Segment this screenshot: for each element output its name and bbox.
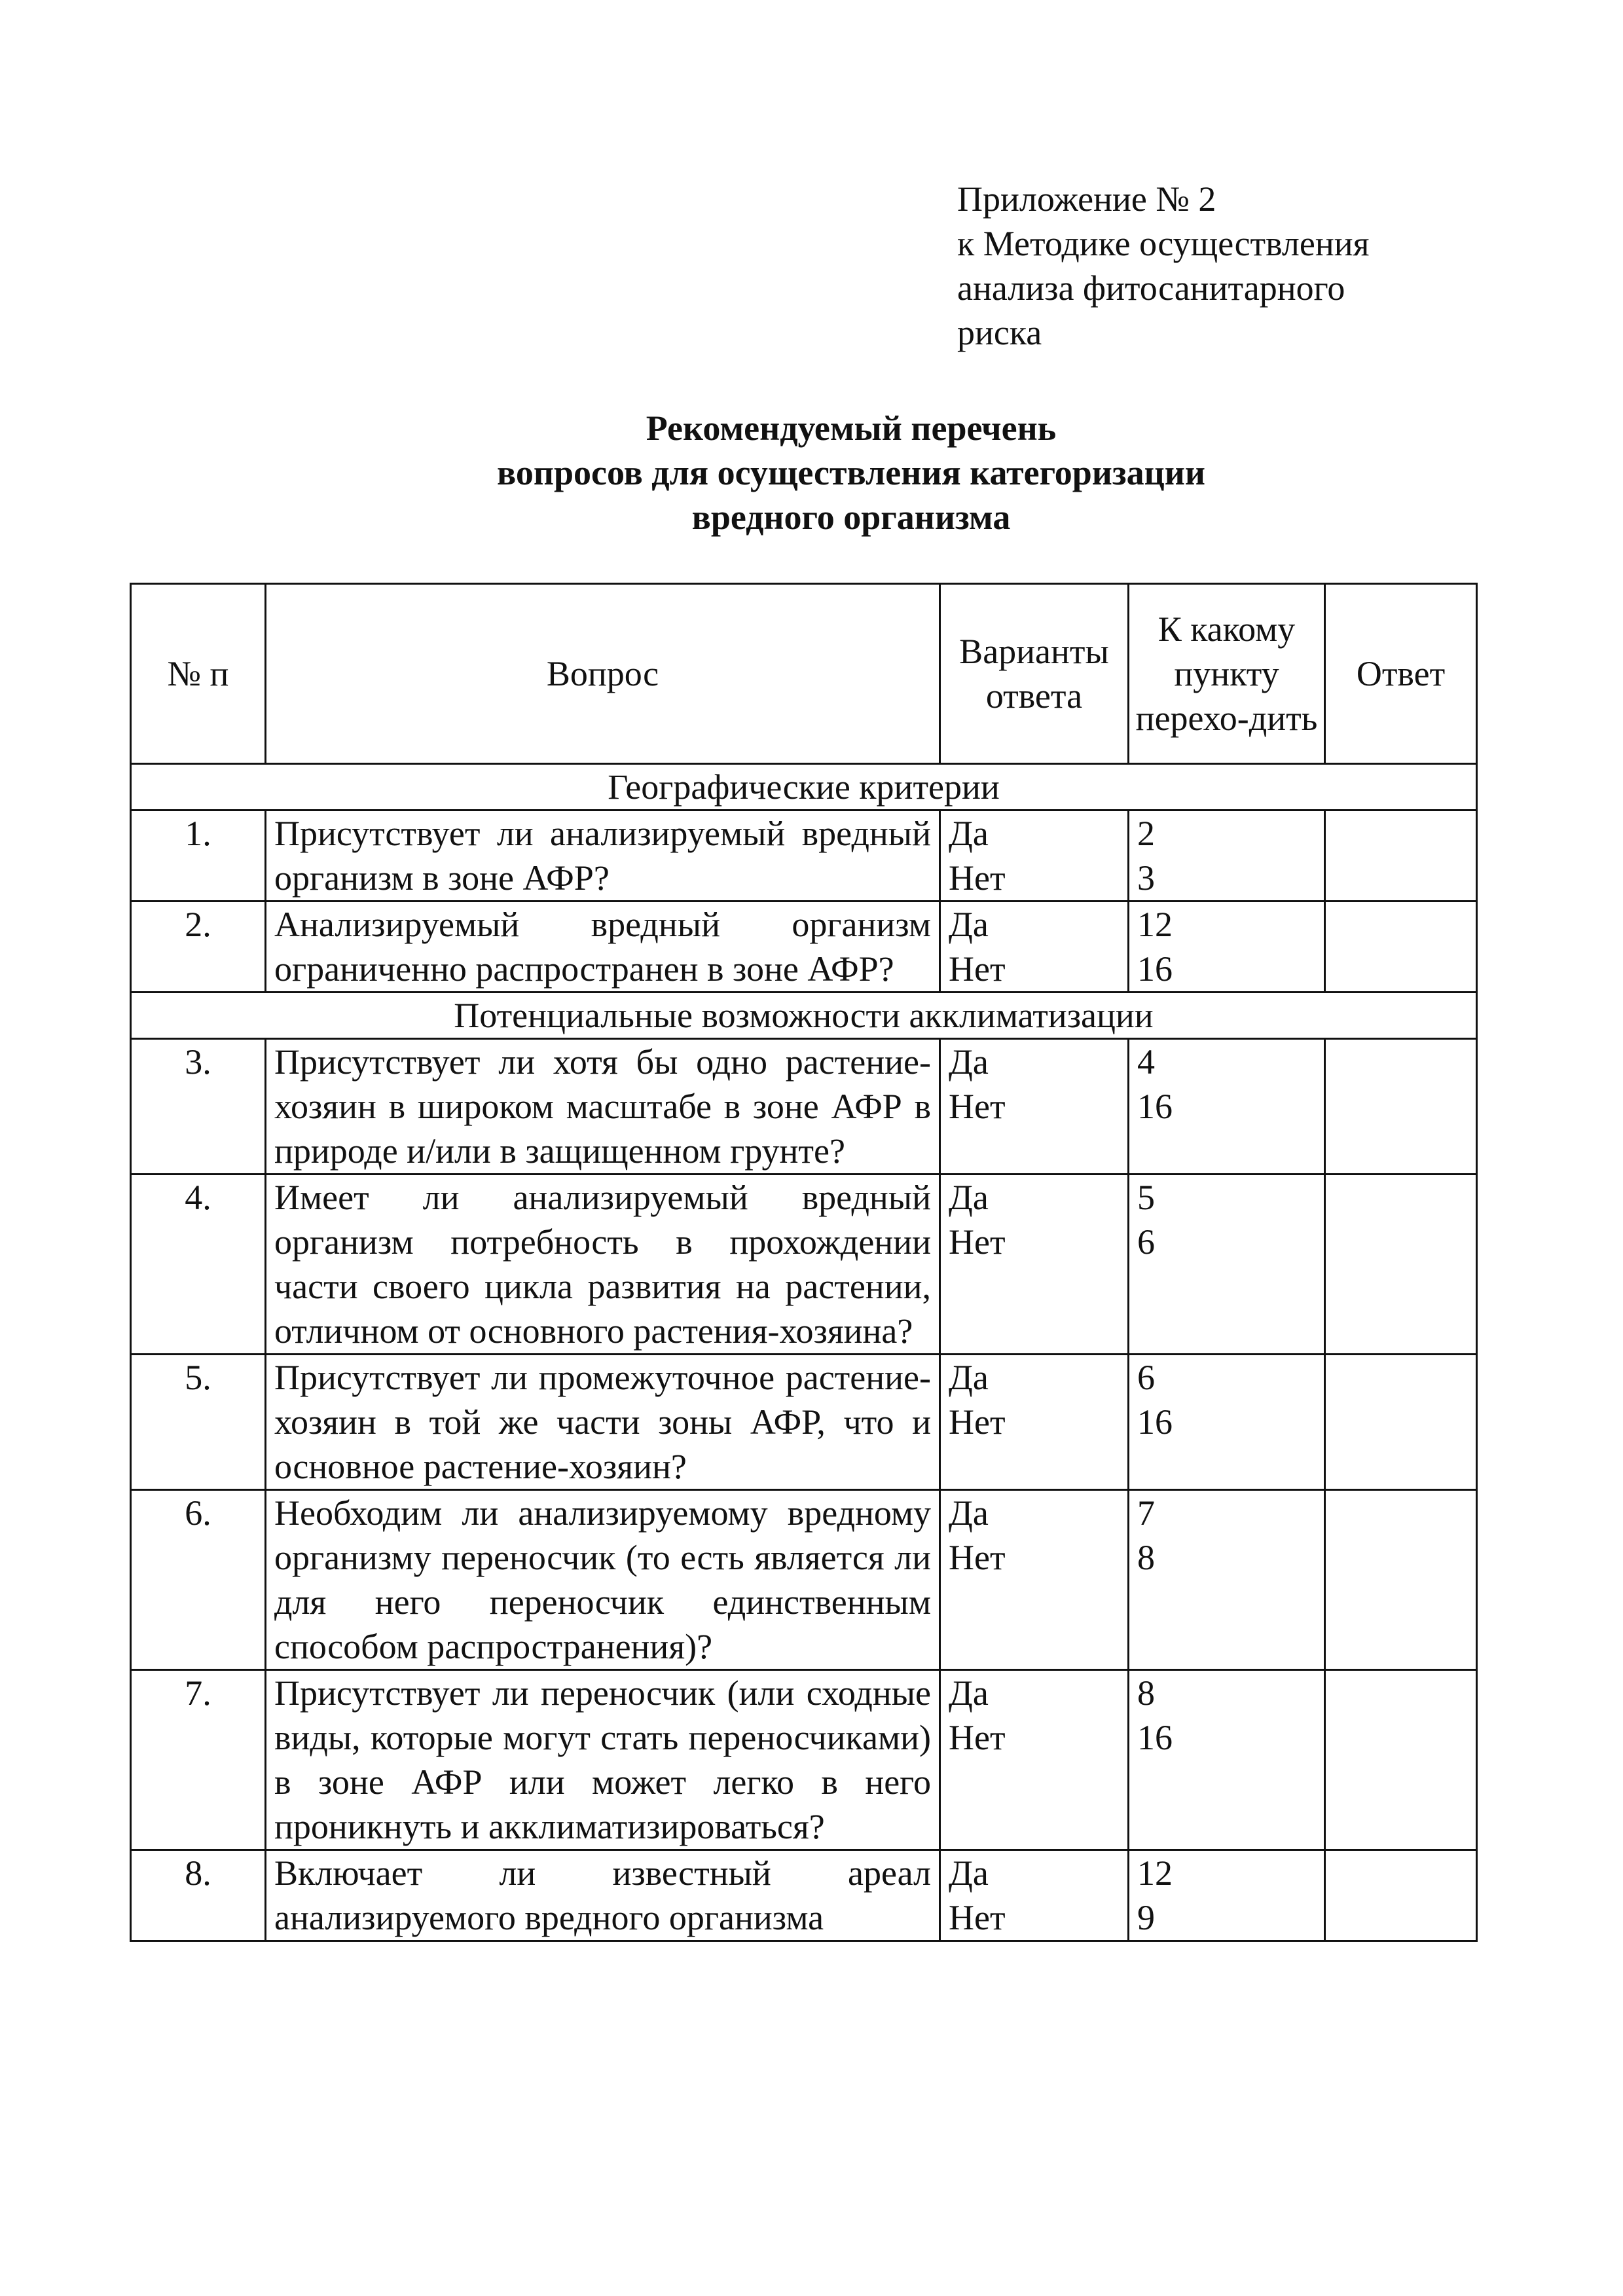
option-value: Нет bbox=[949, 1087, 1006, 1126]
appendix-reference bbox=[957, 177, 1369, 355]
title-line: вредного организма bbox=[691, 498, 1011, 537]
row-goto bbox=[1129, 811, 1325, 902]
option-value: Да bbox=[949, 814, 989, 853]
header-answer: Ответ bbox=[1325, 584, 1477, 764]
row-answer[interactable] bbox=[1325, 811, 1477, 902]
title-line: вопросов для осуществления категоризации bbox=[497, 453, 1205, 492]
row-goto bbox=[1129, 1490, 1325, 1670]
questions-table bbox=[130, 583, 1478, 1942]
row-options bbox=[940, 1670, 1129, 1850]
goto-value: 12 bbox=[1137, 1853, 1173, 1893]
row-goto bbox=[1129, 1670, 1325, 1850]
header-goto: К какому пункту перехо-дить bbox=[1129, 584, 1325, 764]
row-number: 2. bbox=[131, 902, 266, 993]
row-options bbox=[940, 1850, 1129, 1941]
row-number: 3. bbox=[131, 1039, 266, 1175]
header-row bbox=[131, 584, 1477, 764]
row-question: Включает ли известный ареал анализируемого вредного организма bbox=[266, 1850, 940, 1941]
goto-value: 16 bbox=[1137, 1402, 1173, 1442]
row-answer[interactable] bbox=[1325, 1355, 1477, 1490]
header-num: № п bbox=[131, 584, 266, 764]
option-value: Нет bbox=[949, 1898, 1006, 1937]
goto-value: 2 bbox=[1137, 814, 1155, 853]
header-options: Варианты ответа bbox=[940, 584, 1129, 764]
row-question: Присутствует ли хотя бы одно растение-хозяин в широком масштабе в зоне АФР в природе и/или в защищенном грунте? bbox=[266, 1039, 940, 1175]
goto-value: 8 bbox=[1137, 1673, 1155, 1713]
goto-value: 6 bbox=[1137, 1222, 1155, 1262]
goto-value: 16 bbox=[1137, 1087, 1173, 1126]
section-row bbox=[131, 764, 1477, 811]
header-question: Вопрос bbox=[266, 584, 940, 764]
row-options bbox=[940, 1175, 1129, 1355]
option-value: Да bbox=[949, 1853, 989, 1893]
goto-value: 16 bbox=[1137, 1718, 1173, 1757]
row-options bbox=[940, 902, 1129, 993]
table-row bbox=[131, 1670, 1477, 1850]
row-number: 4. bbox=[131, 1175, 266, 1355]
table-row bbox=[131, 1039, 1477, 1175]
row-number: 7. bbox=[131, 1670, 266, 1850]
row-options bbox=[940, 1490, 1129, 1670]
goto-value: 4 bbox=[1137, 1042, 1155, 1082]
row-number: 8. bbox=[131, 1850, 266, 1941]
option-value: Нет bbox=[949, 858, 1006, 898]
row-question: Необходим ли анализируемому вредному организму переносчик (то есть является ли для него переносчик единственным способом распространения)? bbox=[266, 1490, 940, 1670]
row-question: Присутствует ли анализируемый вредный организм в зоне АФР? bbox=[266, 811, 940, 902]
table-body bbox=[131, 764, 1477, 1941]
row-goto bbox=[1129, 1355, 1325, 1490]
row-question: Имеет ли анализируемый вредный организм потребность в прохождении части своего цикла развития на растении, отличном от основного растения-хозяина? bbox=[266, 1175, 940, 1355]
goto-value: 6 bbox=[1137, 1358, 1155, 1397]
table-row bbox=[131, 1490, 1477, 1670]
table-row bbox=[131, 1175, 1477, 1355]
option-value: Нет bbox=[949, 1402, 1006, 1442]
table-row bbox=[131, 1850, 1477, 1941]
option-value: Нет bbox=[949, 949, 1006, 989]
appendix-line: риска bbox=[957, 313, 1042, 352]
section-title: Потенциальные возможности акклиматизации bbox=[131, 993, 1477, 1039]
section-row bbox=[131, 993, 1477, 1039]
row-answer[interactable] bbox=[1325, 902, 1477, 993]
row-answer[interactable] bbox=[1325, 1850, 1477, 1941]
row-answer[interactable] bbox=[1325, 1670, 1477, 1850]
table-row bbox=[131, 811, 1477, 902]
row-answer[interactable] bbox=[1325, 1175, 1477, 1355]
option-value: Да bbox=[949, 1178, 989, 1217]
option-value: Нет bbox=[949, 1222, 1006, 1262]
row-question: Анализируемый вредный организм ограниченно распространен в зоне АФР? bbox=[266, 902, 940, 993]
option-value: Да bbox=[949, 1042, 989, 1082]
row-number: 6. bbox=[131, 1490, 266, 1670]
document-title bbox=[0, 406, 1623, 539]
goto-value: 12 bbox=[1137, 905, 1173, 944]
row-goto bbox=[1129, 1175, 1325, 1355]
goto-value: 3 bbox=[1137, 858, 1155, 898]
goto-value: 7 bbox=[1137, 1493, 1155, 1533]
goto-value: 16 bbox=[1137, 949, 1173, 989]
title-line: Рекомендуемый перечень bbox=[646, 409, 1057, 448]
row-question: Присутствует ли переносчик (или сходные виды, которые могут стать переносчиками) в зоне АФР или может легко в него проникнуть и акклиматизироваться? bbox=[266, 1670, 940, 1850]
row-answer[interactable] bbox=[1325, 1039, 1477, 1175]
option-value: Нет bbox=[949, 1538, 1006, 1577]
row-number: 1. bbox=[131, 811, 266, 902]
option-value: Нет bbox=[949, 1718, 1006, 1757]
goto-value: 8 bbox=[1137, 1538, 1155, 1577]
section-title: Географические критерии bbox=[131, 764, 1477, 811]
appendix-line: к Методике осуществления bbox=[957, 224, 1370, 263]
appendix-line: анализа фитосанитарного bbox=[957, 268, 1345, 308]
appendix-line: Приложение № 2 bbox=[957, 179, 1216, 219]
row-goto bbox=[1129, 902, 1325, 993]
row-options bbox=[940, 1355, 1129, 1490]
row-answer[interactable] bbox=[1325, 1490, 1477, 1670]
table-row bbox=[131, 1355, 1477, 1490]
row-goto bbox=[1129, 1039, 1325, 1175]
row-goto bbox=[1129, 1850, 1325, 1941]
table-row bbox=[131, 902, 1477, 993]
option-value: Да bbox=[949, 905, 989, 944]
row-number: 5. bbox=[131, 1355, 266, 1490]
row-options bbox=[940, 1039, 1129, 1175]
option-value: Да bbox=[949, 1673, 989, 1713]
row-options bbox=[940, 811, 1129, 902]
goto-value: 5 bbox=[1137, 1178, 1155, 1217]
option-value: Да bbox=[949, 1493, 989, 1533]
row-question: Присутствует ли промежуточное растение-хозяин в той же части зоны АФР, что и основное растение-хозяин? bbox=[266, 1355, 940, 1490]
goto-value: 9 bbox=[1137, 1898, 1155, 1937]
option-value: Да bbox=[949, 1358, 989, 1397]
